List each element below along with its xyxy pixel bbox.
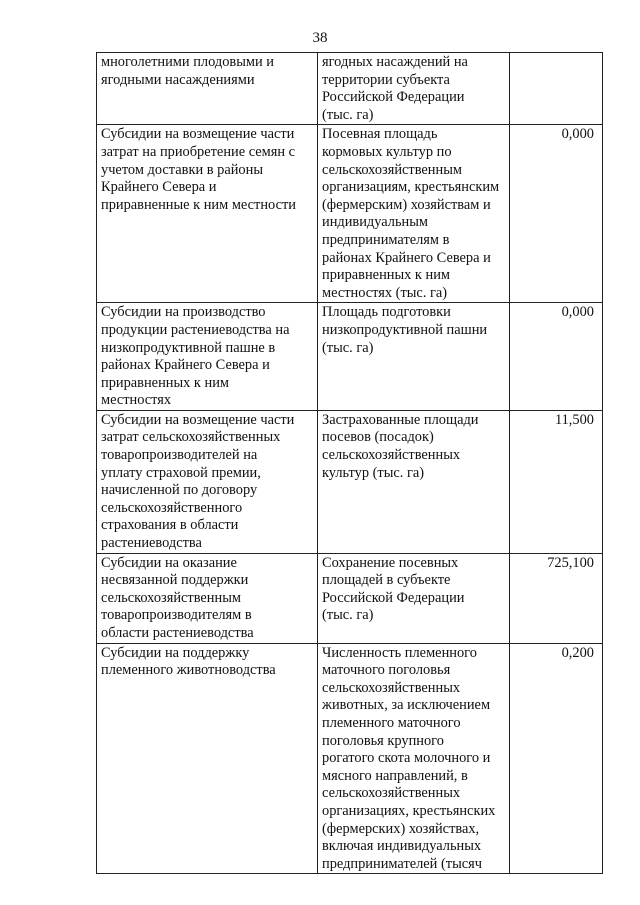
subsidy-cell: Субсидии на поддержку племенного животноводства: [97, 643, 318, 874]
indicator-cell: Сохранение посевных площадей в субъекте Российской Федерации (тыс. га): [318, 553, 510, 643]
indicator-cell: Площадь подготовки низкопродуктивной пашни (тыс. га): [318, 303, 510, 411]
subsidy-indicator-table: [96, 52, 603, 874]
table-row: [97, 553, 603, 643]
value-cell: 0,000: [510, 125, 603, 303]
subsidy-cell: многолетними плодовыми и ягодными насаждениями: [97, 53, 318, 125]
value-cell: 725,100: [510, 553, 603, 643]
subsidy-cell: Субсидии на возмещение части затрат на приобретение семян с учетом доставки в районы Крайнего Севера и приравненные к ним местности: [97, 125, 318, 303]
table-row: [97, 643, 603, 874]
indicator-cell: Застрахованные площади посевов (посадок) сельскохозяйственных культур (тыс. га): [318, 410, 510, 553]
page-number: 38: [312, 30, 328, 46]
table-row: [97, 125, 603, 303]
value-cell: [510, 53, 603, 125]
subsidy-cell: Субсидии на возмещение части затрат сельскохозяйственных товаропроизводителей на уплату страховой премии, начисленной по договору сельскохозяйственного страхования в области растениеводства: [97, 410, 318, 553]
value-cell: 0,000: [510, 303, 603, 411]
subsidy-cell: Субсидии на оказание несвязанной поддержки сельскохозяйственным товаропроизводителям в области растениеводства: [97, 553, 318, 643]
indicator-cell: Численность племенного маточного поголовья сельскохозяйственных животных, за исключением племенного маточного поголовья крупного рогатого скота молочного и мясного направлений, в сельскохозяйственных организациях, крестьянских (фермерских) хозяйствах, включая индивидуальных предпринимателей (тысяч: [318, 643, 510, 874]
indicator-cell: Посевная площадь кормовых культур по сельскохозяйственным организациям, крестьянским (фермерским) хозяйствам и индивидуальным предпринимателям в районах Крайнего Севера и приравненных к ним местностях (тыс. га): [318, 125, 510, 303]
value-cell: 11,500: [510, 410, 603, 553]
table-row: [97, 303, 603, 411]
subsidy-cell: Субсидии на производство продукции растениеводства на низкопродуктивной пашне в районах Крайнего Севера и приравненных к ним местностях: [97, 303, 318, 411]
indicator-cell: ягодных насаждений на территории субъекта Российской Федерации (тыс. га): [318, 53, 510, 125]
value-cell: 0,200: [510, 643, 603, 874]
table-row: [97, 53, 603, 125]
table-row: [97, 410, 603, 553]
